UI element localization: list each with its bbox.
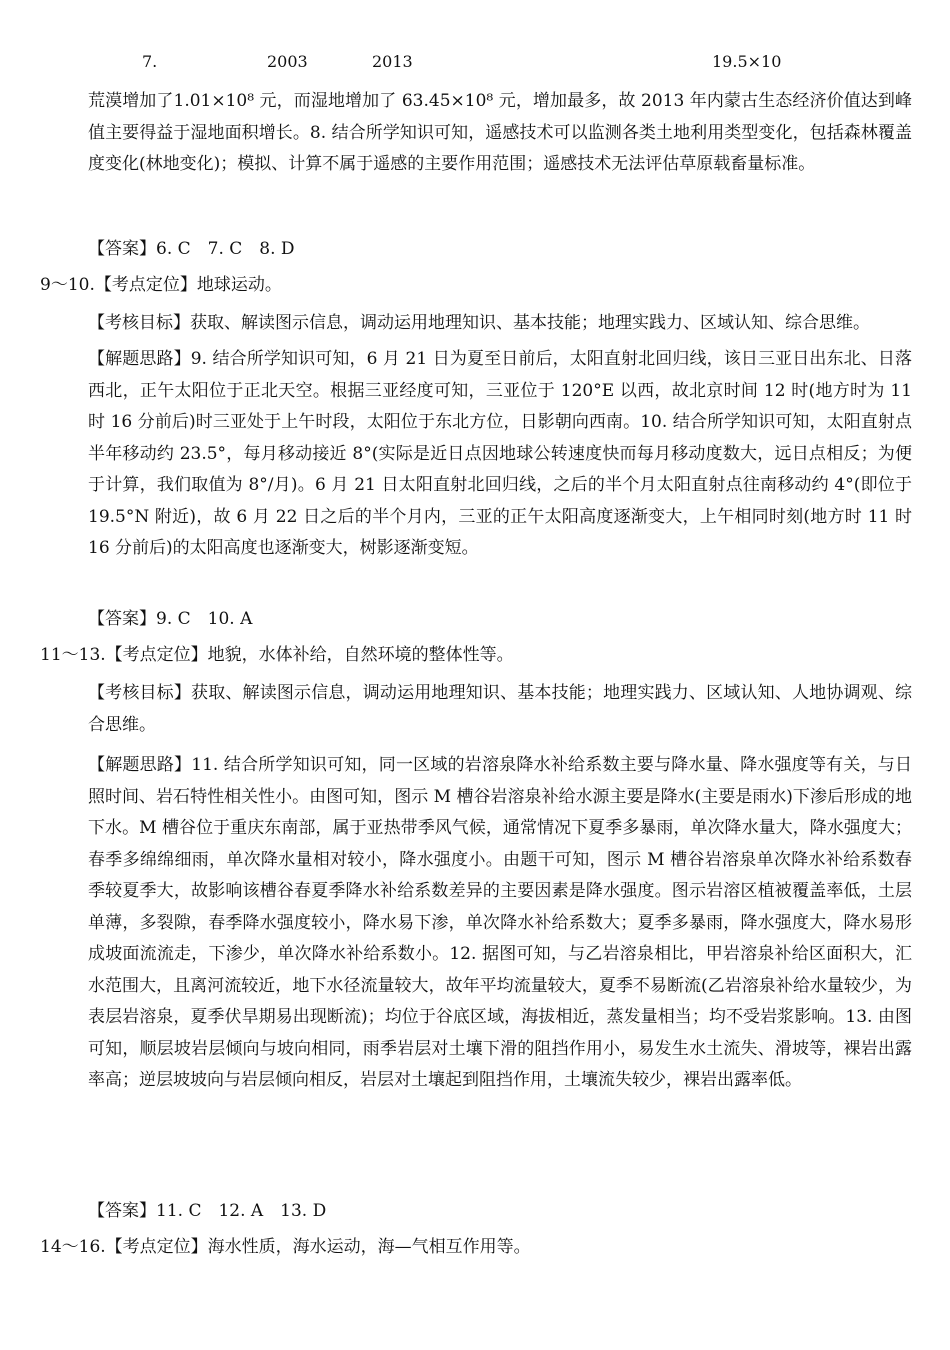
- header-fragment-2: 2003: [267, 52, 308, 71]
- question-14-16-heading: 14～16.【考点定位】海水性质，海水运动，海—气相互作用等。: [40, 1237, 531, 1257]
- question-11-13-goal: 【考核目标】获取、解读图示信息，调动运用地理知识、基本技能；地理实践力、区域认知、人地协调观、综合思维。: [88, 683, 912, 735]
- header-fragment-3: 2013: [372, 52, 413, 71]
- header-fragment-4: 19.5×10: [712, 52, 782, 71]
- paragraph-explanation-7-8: 荒漠增加了1.01×10⁸ 元，而湿地增加了 63.45×10⁸ 元，增加最多，故 2013 年内蒙古生态经济价值达到峰值主要得益于湿地面积增长。8. 结合所学知识可知，遥感技术可以监测各类土地利用类型变化，包括森林覆盖度变化(林地变化)；模拟、计算不属于遥感的主要作用范围；遥感技术无法评估草原载畜量标准。: [88, 91, 912, 174]
- question-9-10-reasoning: 【解题思路】9. 结合所学知识可知，6 月 21 日为夏至日前后，太阳直射北回归线，该日三亚日出东北、日落西北，正午太阳位于正北天空。根据三亚经度可知，三亚位于 120°E 以西，故北京时间 12 时(地方时为 11 时 16 分前后)时三亚处于上午时段，太阳位于东北方位，日影朝向西南。10. 结合所学知识可知，太阳直射点半年移动约 23.5°，每月移动接近 8°(实际是近日点因地球公转速度快而每月移动度数大，远日点相反；为便于计算，我们取值为 8°/月)。6 月 21 日太阳直射北回归线，之后的半个月太阳直射点往南移动约 4°(即位于 19.5°N 附近)，故 6 月 22 日之后的半个月内，三亚的正午太阳高度逐渐变大，上午相同时刻(地方时 11 时 16 分前后)的太阳高度也逐渐变大，树影逐渐变短。: [88, 349, 912, 558]
- question-9-10-heading: 9～10.【考点定位】地球运动。: [40, 275, 282, 295]
- answer-9-10: 【答案】9. C 10. A: [88, 609, 253, 629]
- cut-off-top-line: [0, 52, 950, 78]
- answer-6-8: 【答案】6. C 7. C 8. D: [88, 239, 295, 259]
- question-11-13-heading: 11～13.【考点定位】地貌，水体补给，自然环境的整体性等。: [40, 645, 514, 665]
- question-9-10-goal: 【考核目标】获取、解读图示信息，调动运用地理知识、基本技能；地理实践力、区域认知、综合思维。: [88, 313, 870, 333]
- header-fragment-1: 7.: [142, 52, 158, 71]
- answer-11-13: 【答案】11. C 12. A 13. D: [88, 1201, 327, 1221]
- question-11-13-reasoning: 【解题思路】11. 结合所学知识可知，同一区域的岩溶泉降水补给系数主要与降水量、降水强度等有关，与日照时间、岩石特性相关性小。由图可知，图示 M 槽谷岩溶泉补给水源主要是降水(主要是雨水)下渗后形成的地下水。M 槽谷位于重庆东南部，属于亚热带季风气候，通常情况下夏季多暴雨，单次降水量大，降水强度大；春季多绵绵细雨，单次降水量相对较小，降水强度小。由题干可知，图示 M 槽谷岩溶泉单次降水补给系数春季较夏季大，故影响该槽谷春夏季降水补给系数差异的主要因素是降水强度。图示岩溶区植被覆盖率低，土层单薄，多裂隙，春季降水强度较小，降水易下渗，单次降水补给系数大；夏季多暴雨，降水强度大，降水易形成坡面流流走，下渗少，单次降水补给系数小。12. 据图可知，与乙岩溶泉相比，甲岩溶泉补给区面积大，汇水范围大，且离河流较近，地下水径流量较大，故年平均流量较大，夏季不易断流(乙岩溶泉补给水量较少，为表层岩溶泉，夏季伏旱期易出现断流)；均位于谷底区域，海拔相近，蒸发量相当；均不受岩浆影响。13. 由图可知，顺层坡岩层倾向与坡向相同，雨季岩层对土壤下滑的阻挡作用小，易发生水土流失、滑坡等，裸岩出露率高；逆层坡坡向与岩层倾向相反，岩层对土壤起到阻挡作用，土壤流失较少，裸岩出露率低。: [88, 755, 912, 1090]
